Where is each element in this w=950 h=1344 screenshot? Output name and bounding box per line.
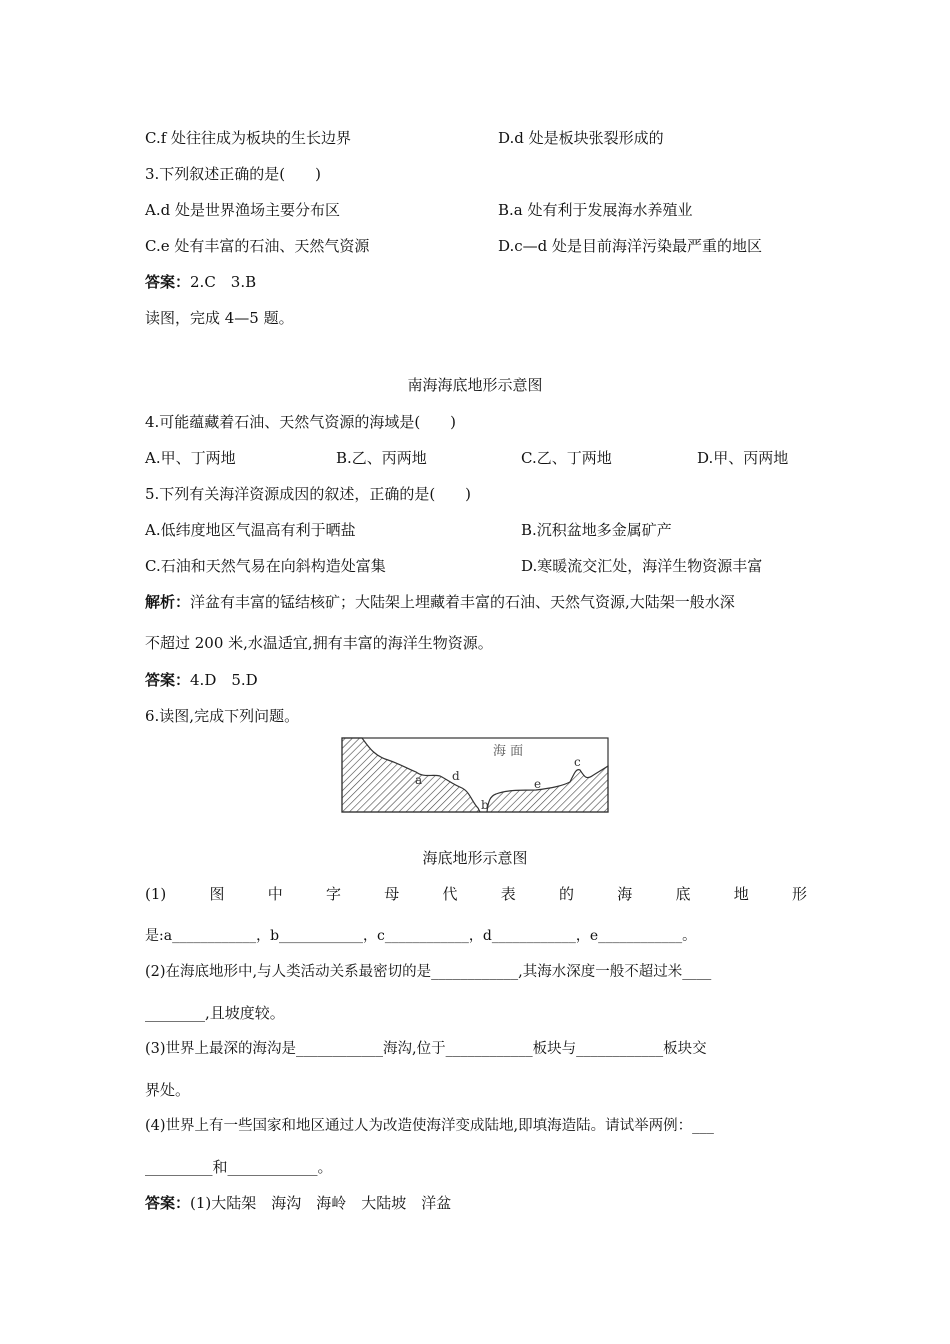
q6-p1-char: 母 — [384, 885, 400, 903]
q4-option-c: C.乙、丁两地 — [521, 449, 612, 467]
q5-option-c: C.石油和天然气易在向斜构造处富集 — [145, 557, 386, 575]
answer-text: 4.D 5.D — [190, 671, 258, 689]
label-d: d — [452, 769, 460, 783]
answer-label: 答案： — [145, 273, 191, 291]
q6-part2-line2: ________,且坡度较。 — [145, 1004, 285, 1022]
q5-option-d: D.寒暖流交汇处，海洋生物资源丰富 — [521, 557, 763, 575]
q6-p1-char: 中 — [267, 885, 283, 903]
q6-p1-char: (1) — [145, 885, 167, 903]
q3-option-c: C.e 处有丰富的石油、天然气资源 — [145, 237, 370, 255]
figure-caption-seafloor: 海底地形示意图 — [422, 849, 528, 867]
q6-part4-line2: _________和____________。 — [145, 1158, 333, 1176]
answer-4-5 — [145, 670, 258, 690]
q6-p1-char: 表 — [500, 885, 516, 903]
label-a: a — [415, 773, 423, 787]
q4-stem: 4.可能蕴藏着石油、天然气资源的海域是( ) — [145, 413, 457, 431]
q6-part1-line1 — [145, 884, 807, 904]
q3-option-a: A.d 处是世界渔场主要分布区 — [145, 201, 340, 219]
q3-option-b: B.a 处有利于发展海水养殖业 — [498, 201, 693, 219]
q4-option-d: D.甲、丙两地 — [697, 449, 789, 467]
q6-p1-char: 代 — [442, 885, 458, 903]
q6-part2-line1: (2)在海底地形中,与人类活动关系最密切的是____________,其海水深度一般不超过米____ — [145, 964, 712, 980]
label-e: e — [534, 777, 542, 791]
q6-p1-char: 字 — [325, 885, 341, 903]
q6-p1-char: 的 — [558, 885, 574, 903]
analysis-text-1: 洋盆有丰富的锰结核矿；大陆架上埋藏着丰富的石油、天然气资源,大陆架一般水深 — [190, 593, 735, 611]
q6-p1-char: 海 — [617, 885, 633, 903]
answer-text: (1)大陆架 海沟 海岭 大陆坡 洋盆 — [190, 1194, 452, 1212]
q5-option-a: A.低纬度地区气温高有利于晒盐 — [145, 521, 356, 539]
q6-p1-char: 形 — [791, 885, 807, 903]
analysis-line-1 — [145, 592, 735, 612]
label-b: b — [481, 798, 489, 812]
q6-part3-line1: (3)世界上最深的海沟是____________海沟,位于____________板块与____________板块交 — [145, 1041, 707, 1057]
q3-stem: 3.下列叙述正确的是( ) — [145, 165, 322, 183]
q5-option-b: B.沉积盆地多金属矿产 — [521, 521, 672, 539]
q2-option-c: C.f 处往往成为板块的生长边界 — [145, 129, 352, 147]
q3-option-d: D.c—d 处是目前海洋污染最严重的地区 — [498, 237, 763, 255]
q6-stem: 6.读图,完成下列问题。 — [145, 707, 300, 725]
analysis-label: 解析： — [145, 593, 191, 611]
q2-option-d: D.d 处是板块张裂形成的 — [498, 129, 664, 147]
q5-stem: 5.下列有关海洋资源成因的叙述，正确的是( ) — [145, 485, 472, 503]
answer-label: 答案： — [145, 671, 191, 689]
answer-2-3 — [145, 272, 256, 292]
intro-4-5: 读图，完成 4—5 题。 — [145, 309, 294, 327]
figure-caption-south-sea: 南海海底地形示意图 — [407, 376, 543, 394]
q4-option-b: B.乙、丙两地 — [336, 449, 427, 467]
q6-p1-char: 地 — [733, 885, 749, 903]
q6-part3-line2: 界处。 — [145, 1081, 191, 1099]
answer-label: 答案： — [145, 1194, 191, 1212]
q6-p1-char: 图 — [209, 885, 225, 903]
answer-6 — [145, 1193, 451, 1213]
sea-surface-label: 海 面 — [493, 744, 524, 759]
seafloor-terrain — [342, 738, 608, 812]
answer-text: 2.C 3.B — [190, 273, 257, 291]
q6-part1-line2: 是:a____________，b____________，c____________，d____________，e____________。 — [145, 928, 697, 944]
q4-option-a: A.甲、丁两地 — [145, 449, 236, 467]
q6-p1-char: 底 — [675, 885, 691, 903]
analysis-line-2: 不超过 200 米,水温适宜,拥有丰富的海洋生物资源。 — [145, 634, 493, 652]
q6-part4-line1: (4)世界上有一些国家和地区通过人为改造使海洋变成陆地,即填海造陆。请试举两例：___ — [145, 1118, 714, 1134]
seafloor-profile-figure — [340, 736, 612, 816]
label-c: c — [574, 755, 581, 769]
